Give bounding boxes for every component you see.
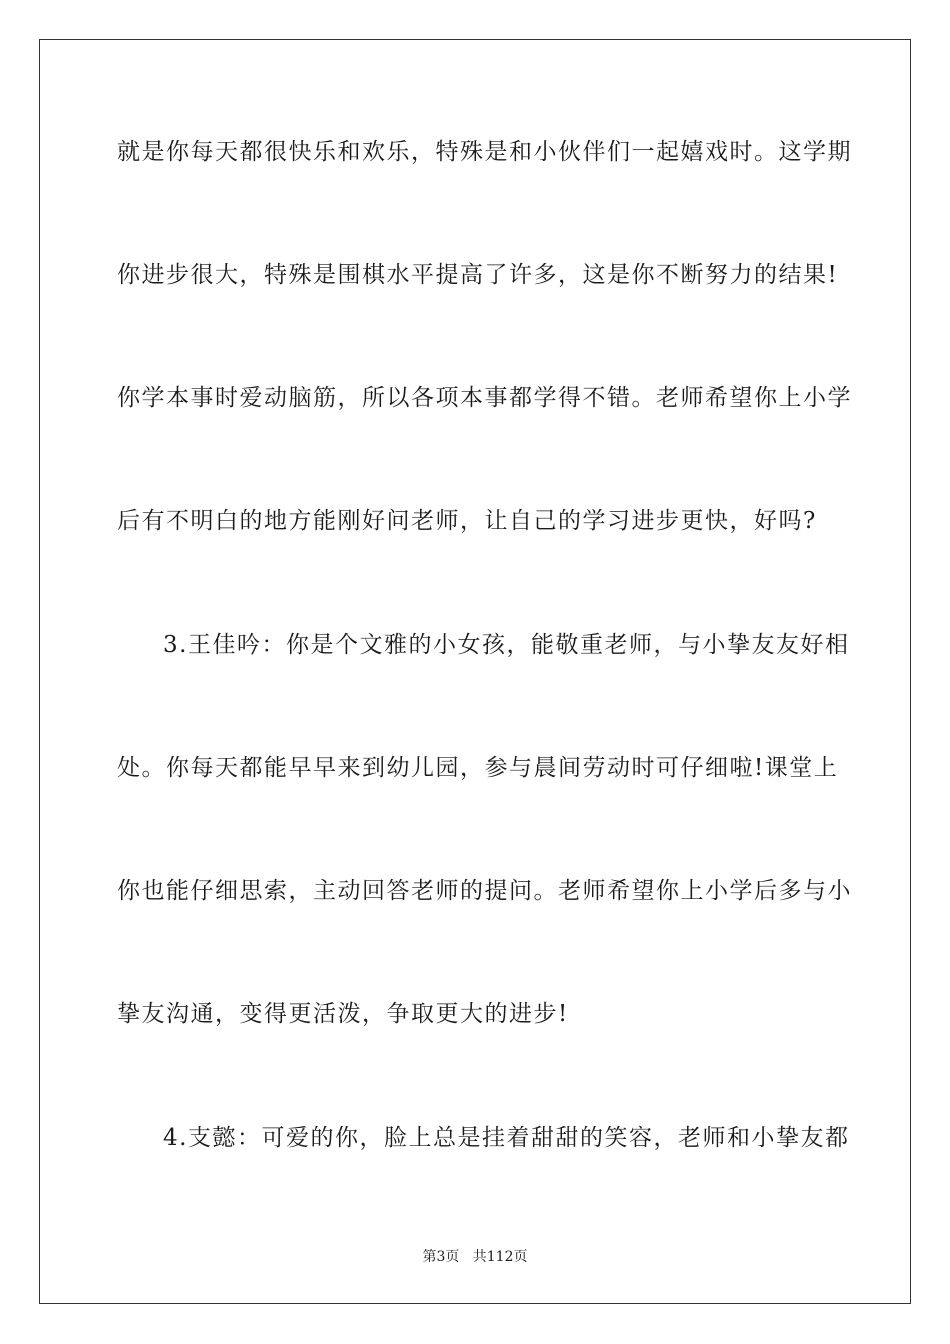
text-line-7: 你也能仔细思索，主动回答老师的提问。老师希望你上小学后多与小 (117, 878, 852, 904)
text-line-1: 就是你每天都很快乐和欢乐，特殊是和小伙伴们一起嬉戏时。这学期 (117, 139, 852, 165)
text-line-3: 你学本事时爱动脑筋，所以各项本事都学得不错。老师希望你上小学 (117, 385, 852, 411)
text-line-2: 你进步很大，特殊是围棋水平提高了许多，这是你不断努力的结果! (117, 262, 839, 288)
text-line-6: 处。你每天都能早早来到幼儿园，参与晨间劳动时可仔细啦!课堂上 (117, 755, 839, 781)
text-line-9: 4.支懿：可爱的你，脸上总是挂着甜甜的笑容，老师和小挚友都 (163, 1125, 850, 1151)
text-line-5: 3.王佳吟：你是个文雅的小女孩，能敬重老师，与小挚友友好相 (163, 632, 850, 658)
text-line-8: 挚友沟通，变得更活泼，争取更大的进步! (117, 1001, 569, 1027)
page-number-footer: 第3页 共112页 (422, 1249, 528, 1265)
page-border (39, 39, 911, 1304)
text-line-4: 后有不明白的地方能刚好问老师，让自己的学习进步更快，好吗? (117, 508, 817, 534)
